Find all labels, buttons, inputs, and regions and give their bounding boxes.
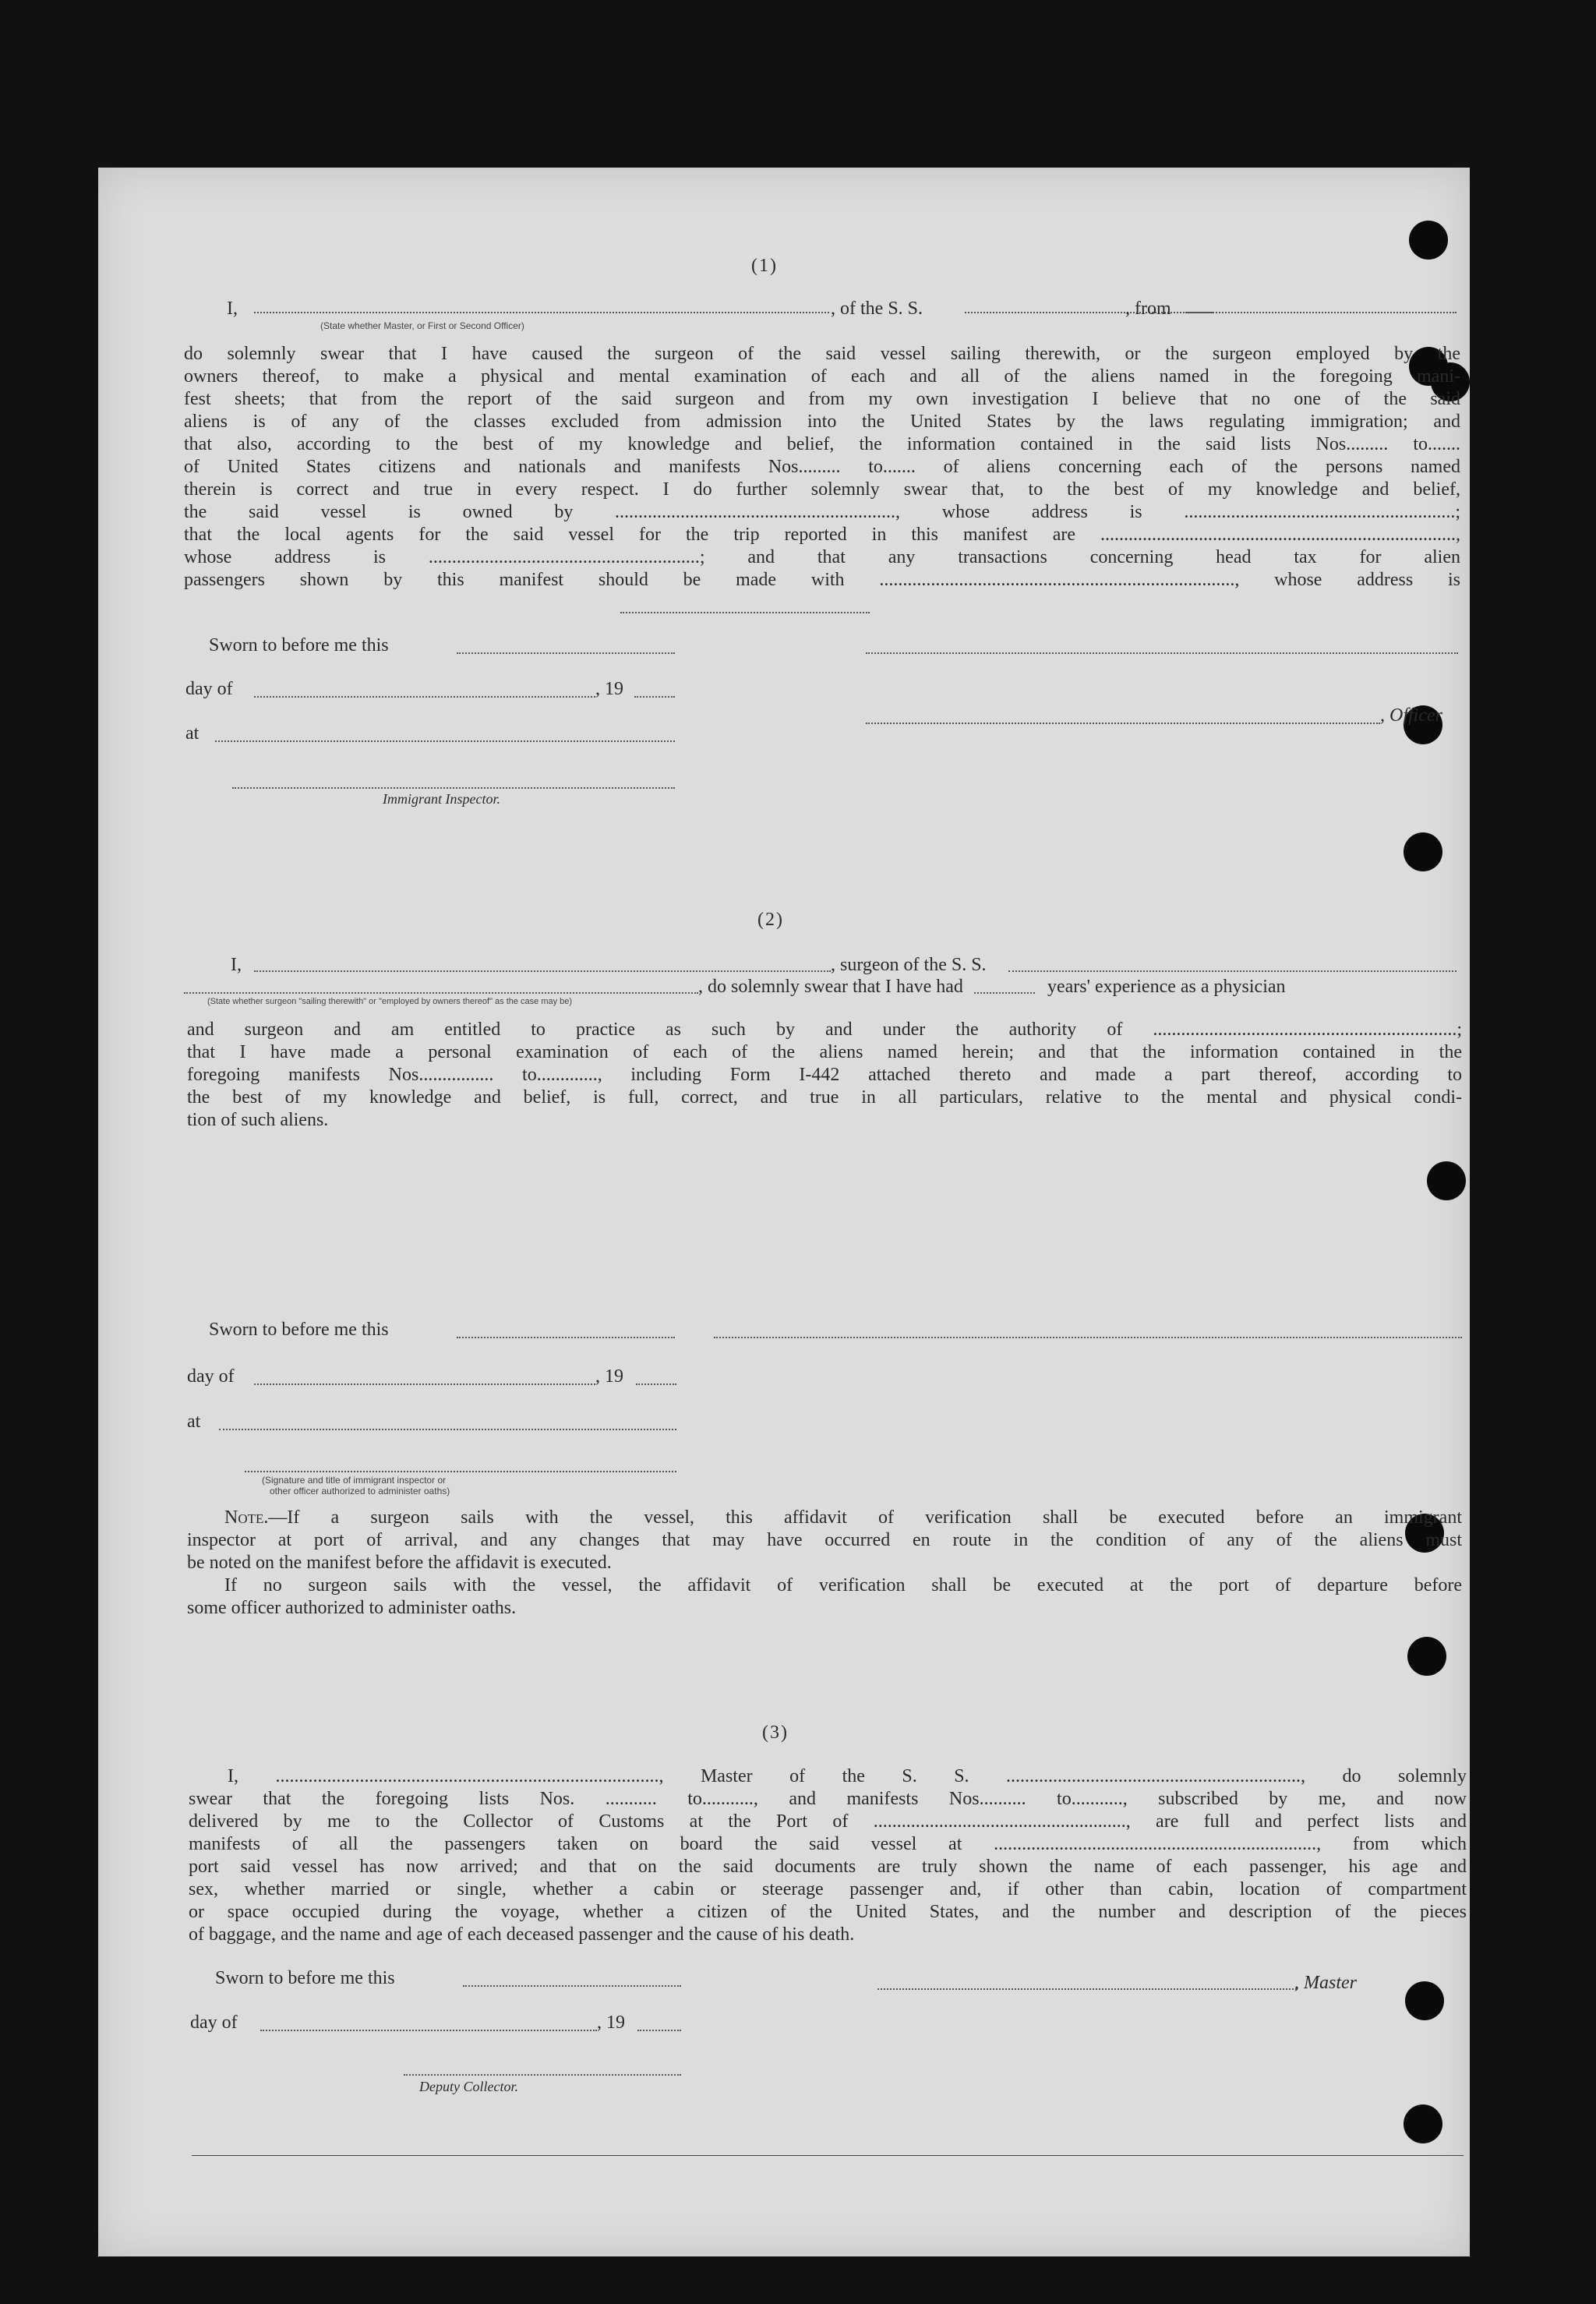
inspector-signature-line xyxy=(232,787,675,789)
body-line: aliens is of any of the classes excluded from admission into the United States by the laws regulating immigration; and xyxy=(184,412,1460,432)
surgeon-state-note: (State whether surgeon "sailing therewith" or "employed by owners thereof" as the case may be) xyxy=(207,997,573,1006)
day-of-line xyxy=(260,2030,597,2031)
body-line: foregoing manifests Nos................ to............., including Form I-442 attached thereto and made a part thereof, according to xyxy=(187,1065,1462,1085)
punch-hole xyxy=(1404,2104,1442,2143)
body-line: of United States citizens and nationals and manifests Nos......... to....... of aliens concerning each of the persons named xyxy=(184,457,1460,477)
officer-label: , Officer xyxy=(1380,705,1442,726)
body-line: owners thereof, to make a physical and mental examination of each and all of the aliens named in the foregoing mani- xyxy=(184,366,1460,387)
body-line: therein is correct and true in every respect. I do further solemnly swear that, to the best of my knowledge and belief, xyxy=(184,479,1460,500)
body-line: delivered by me to the Collector of Customs at the Port of ......................................................, are full and perfect lists and xyxy=(189,1811,1467,1832)
master-name-line xyxy=(254,312,829,313)
years-label: years' experience as a physician xyxy=(1047,977,1286,997)
year-label: , 19 xyxy=(595,1366,623,1387)
of-the-ss-label: , of the S. S. xyxy=(831,299,923,319)
section-3-body xyxy=(189,1765,1467,1946)
body-line: do solemnly swear that I have caused the surgeon of the said vessel sailing therewith, or the surgeon employed by the xyxy=(184,344,1460,364)
body-line: tion of such aliens. xyxy=(187,1110,329,1130)
address-line xyxy=(620,612,870,613)
section-2-body xyxy=(187,1019,1462,1132)
body-line: the said vessel is owned by ............................................................, whose address is ..........................................................; xyxy=(184,502,1460,522)
note-label: Note. xyxy=(224,1507,269,1528)
bottom-rule xyxy=(192,2155,1464,2156)
year-label: , 19 xyxy=(595,679,623,699)
day-of-line xyxy=(254,1383,595,1385)
sworn-label: Sworn to before me this xyxy=(215,1968,395,1988)
surgeon-signature-line xyxy=(714,1337,1462,1338)
surgeon-name-line xyxy=(254,970,831,972)
day-of-label: day of xyxy=(190,2012,238,2033)
year-line xyxy=(636,1383,676,1385)
body-line: swear that the foregoing lists Nos. ........... to..........., and manifests Nos.......... to..........., subscribed by me, and now xyxy=(189,1789,1467,1809)
from-label: , from xyxy=(1125,299,1171,319)
years-line xyxy=(974,992,1035,994)
day-of-label: day of xyxy=(187,1366,235,1387)
body-line: fest sheets; that from the report of the said surgeon and from my own investigation I believe that no one of the said xyxy=(184,389,1460,409)
sworn-date-line xyxy=(463,1985,681,1987)
punch-hole xyxy=(1409,221,1448,260)
note-line: be noted on the manifest before the affidavit is executed. xyxy=(187,1553,612,1573)
sworn-label: Sworn to before me this xyxy=(209,635,389,656)
sworn-date-line xyxy=(457,1337,675,1338)
officer-signature-line-1 xyxy=(866,652,1458,654)
deputy-label: Deputy Collector. xyxy=(419,2079,518,2094)
section-1-body xyxy=(184,343,1460,592)
year-line xyxy=(634,696,675,698)
punch-hole xyxy=(1404,832,1442,871)
surgeon-note xyxy=(187,1507,1462,1620)
day-of-line xyxy=(254,696,595,698)
body-line: sex, whether married or single, whether a cabin or steerage passenger and, if other than cabin, location of compartment xyxy=(189,1879,1467,1899)
punch-hole xyxy=(1405,1981,1444,2020)
sworn-label: Sworn to before me this xyxy=(209,1320,389,1340)
section-3-number: (3) xyxy=(762,1723,789,1743)
surgeon-vessel-line xyxy=(1008,970,1457,972)
note-line: inspector at port of arrival, and any changes that may have occurred en route in the condition of any of the aliens must xyxy=(187,1530,1462,1550)
section-2-number: (2) xyxy=(757,910,784,930)
year-label: , 19 xyxy=(597,2012,625,2033)
year-line xyxy=(637,2030,681,2031)
punch-hole xyxy=(1407,1637,1446,1676)
body-line: of baggage, and the name and age of each deceased passenger and the cause of his death. xyxy=(189,1924,855,1945)
body-line: and surgeon and am entitled to practice as such by and under the authority of .................................................................; xyxy=(187,1019,1462,1040)
body-line: port said vessel has now arrived; and that on the said documents are truly shown the name of each passenger, his age and xyxy=(189,1857,1467,1877)
note-text: —If a surgeon sails with the vessel, this affidavit of verification shall be executed before an immigrant xyxy=(268,1507,1462,1528)
state-whether-note: (State whether Master, or First or Second Officer) xyxy=(320,320,524,331)
inspector-label: Immigrant Inspector. xyxy=(383,791,500,807)
section-1-number: (1) xyxy=(751,256,778,276)
note-line: some officer authorized to administer oaths. xyxy=(187,1598,517,1618)
at-label: at xyxy=(187,1412,201,1432)
section-1-i: I, xyxy=(227,299,238,319)
deputy-signature-line xyxy=(404,2074,681,2076)
body-line: passengers shown by this manifest should be made with ............................................................................, whose address is xyxy=(184,570,1460,590)
officer-signature-line-2 xyxy=(866,723,1380,724)
body-line: that I have made a personal examination of each of the aliens named herein; and that the information contained in the xyxy=(187,1042,1462,1062)
master-label: , Master xyxy=(1294,1973,1357,1993)
note-line: If no surgeon sails with the vessel, the affidavit of verification shall be executed at the port of departure before xyxy=(224,1575,1462,1595)
authorized-signature-line xyxy=(245,1471,676,1472)
surgeon-of-label: , surgeon of the S. S. xyxy=(831,955,987,975)
punch-hole xyxy=(1427,1161,1466,1200)
sworn-date-line xyxy=(457,652,675,654)
manifest-affidavit-page xyxy=(98,168,1470,2256)
body-line: or space occupied during the voyage, whether a citizen of the United States, and the number and description of the pieces xyxy=(189,1902,1467,1922)
body-line: the best of my knowledge and belief, is full, correct, and true in all particulars, relative to the mental and physical condi- xyxy=(187,1087,1462,1108)
body-line: I, .................................................................................., Master of the S. S. ..............................................................., do solemnly xyxy=(228,1766,1467,1786)
signature-note-1: (Signature and title of immigrant inspector or xyxy=(262,1475,447,1486)
signature-note-2: other officer authorized to administer oaths) xyxy=(270,1486,450,1497)
section-2-i: I, xyxy=(231,955,242,975)
master-signature-line xyxy=(877,1988,1297,1990)
at-line xyxy=(219,1429,676,1430)
day-of-label: day of xyxy=(185,679,233,699)
at-label: at xyxy=(185,723,200,744)
body-line: whose address is ..........................................................; and that any transactions concerning head tax for alien xyxy=(184,547,1460,567)
body-line: that the local agents for the said vessel for the trip reported in this manifest are ............................................................................, xyxy=(184,525,1460,545)
surgeon-type-line xyxy=(184,992,698,994)
body-line: that also, according to the best of my knowledge and belief, the information contained in the said lists Nos......... to....... xyxy=(184,434,1460,454)
at-line xyxy=(215,740,675,742)
from-port-line xyxy=(1185,312,1457,313)
vessel-name-line xyxy=(965,312,1213,313)
swear-had-label: , do solemnly swear that I have had xyxy=(698,977,963,997)
body-line: manifests of all the passengers taken on board the said vessel at ....................................................................., from which xyxy=(189,1834,1467,1854)
